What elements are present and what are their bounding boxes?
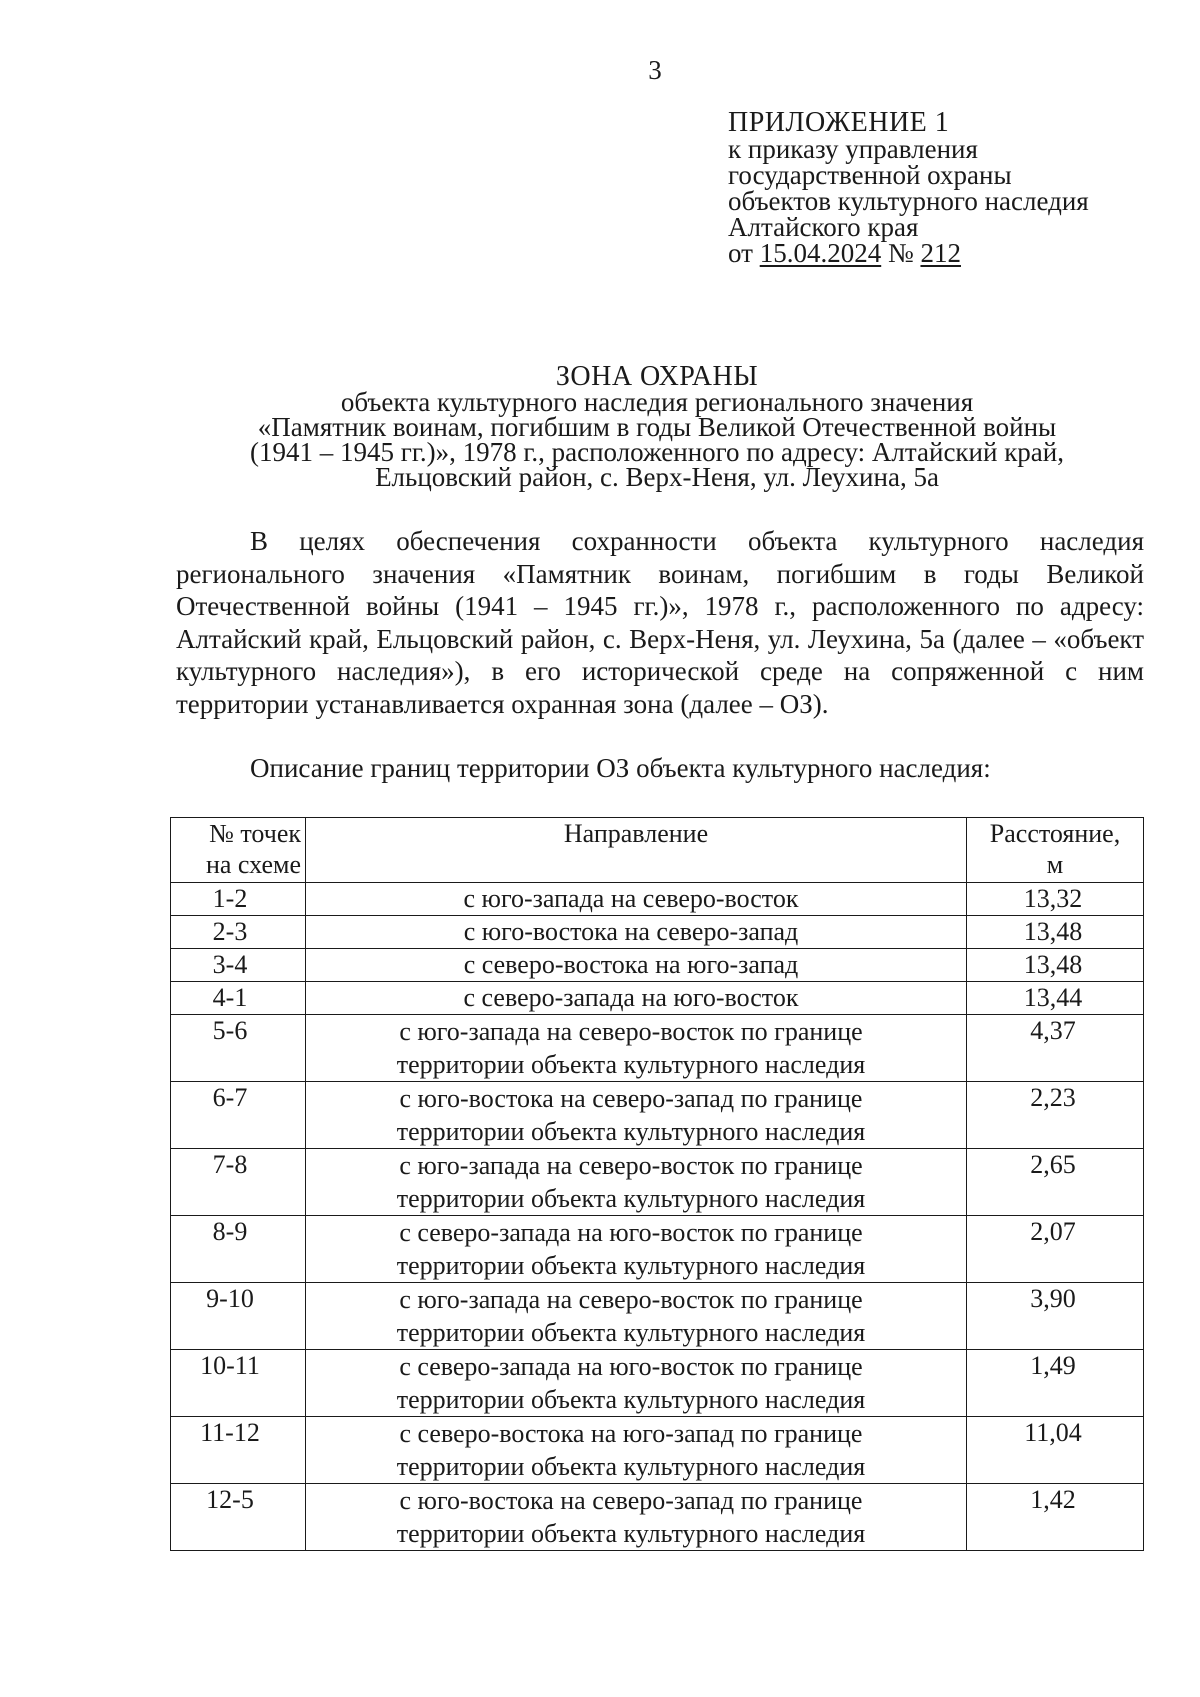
zone-title-line: объекта культурного наследия регионального значения <box>340 387 974 417</box>
appendix-number-prefix: № <box>887 238 914 268</box>
cell-distance: 11,04 <box>967 1417 1144 1484</box>
cell-direction-line2: территории объекта культурного наследия <box>396 1452 866 1481</box>
table-caption: Описание границ территории ОЗ объекта культурного наследия: <box>250 753 991 783</box>
cell-direction <box>306 1484 967 1551</box>
table-row <box>171 1015 1144 1082</box>
cell-direction-line2: территории объекта культурного наследия <box>396 1318 866 1347</box>
cell-points: 12-5 <box>171 1484 306 1551</box>
cell-points: 3-4 <box>171 949 306 982</box>
cell-direction-line2: территории объекта культурного наследия <box>396 1385 866 1414</box>
table-row <box>171 1283 1144 1350</box>
cell-direction: с северо-востока на юго-запад <box>306 949 967 982</box>
boundary-table <box>170 817 1144 1551</box>
zone-title-block <box>172 361 1142 492</box>
cell-points: 7-8 <box>171 1149 306 1216</box>
page-number: 3 <box>648 55 662 85</box>
zone-title-line: (1941 – 1945 гг.)», 1978 г., расположенного по адресу: Алтайский край, <box>250 437 1064 467</box>
header-distance <box>967 818 1144 883</box>
cell-points: 2-3 <box>171 916 306 949</box>
zone-title: ЗОНА ОХРАНЫ <box>555 361 759 392</box>
cell-points: 9-10 <box>171 1283 306 1350</box>
appendix-line: к приказу управления <box>728 134 978 164</box>
appendix-date-prefix: от <box>728 238 753 268</box>
cell-direction-line1: с юго-востока на северо-запад по границе <box>399 1486 863 1515</box>
cell-distance: 4,37 <box>967 1015 1144 1082</box>
cell-direction: с юго-востока на северо-запад <box>306 916 967 949</box>
table-row <box>171 1484 1144 1551</box>
header-points-line1: № точек <box>209 819 301 848</box>
appendix-line: объектов культурного наследия <box>728 186 1089 216</box>
intro-paragraph: В целях обеспечения сохранности объекта культурного наследия регионального значения «Памятник воинам, погибшим в годы Великой Отечественной войны (1941 – 1945 гг.)», 1978 г., расположенного по адресу: Алтайский край, Ельцовский район, с. Верх-Неня, ул. Леухина, 5а (далее – «объект культурного наследия»), в его исторической среде на сопряженной с ним территории устанавливается охранная зона (далее – ОЗ). <box>176 526 1144 719</box>
table-row <box>171 883 1144 916</box>
table-header-row <box>171 818 1144 883</box>
cell-points: 4-1 <box>171 982 306 1015</box>
cell-distance: 1,42 <box>967 1484 1144 1551</box>
table-row <box>171 1417 1144 1484</box>
header-direction: Направление <box>306 818 967 883</box>
cell-points: 6-7 <box>171 1082 306 1149</box>
cell-distance: 13,48 <box>967 916 1144 949</box>
table-row <box>171 1149 1144 1216</box>
cell-direction <box>306 1015 967 1082</box>
cell-direction-line2: территории объекта культурного наследия <box>396 1117 866 1146</box>
cell-points: 1-2 <box>171 883 306 916</box>
cell-direction-line1: с юго-запада на северо-восток по границе <box>399 1151 863 1180</box>
cell-direction <box>306 1149 967 1216</box>
zone-title-line: Ельцовский район, с. Верх-Неня, ул. Леухина, 5а <box>375 462 939 492</box>
cell-direction-line2: территории объекта культурного наследия <box>396 1251 866 1280</box>
appendix-block <box>728 107 1148 268</box>
cell-direction <box>306 1283 967 1350</box>
cell-points: 5-6 <box>171 1015 306 1082</box>
cell-direction-line2: территории объекта культурного наследия <box>396 1519 866 1548</box>
table-row <box>171 916 1144 949</box>
appendix-title: ПРИЛОЖЕНИЕ 1 <box>728 107 950 138</box>
appendix-date: 15.04.2024 <box>759 238 882 268</box>
cell-distance: 3,90 <box>967 1283 1144 1350</box>
cell-direction <box>306 1350 967 1417</box>
cell-direction-line1: с юго-запада на северо-восток по границе <box>399 1017 863 1046</box>
header-points <box>171 818 306 883</box>
cell-distance: 13,32 <box>967 883 1144 916</box>
appendix-line: Алтайского края <box>728 212 919 242</box>
header-points-line2: на схеме <box>205 850 301 879</box>
cell-points: 11-12 <box>171 1417 306 1484</box>
cell-points: 8-9 <box>171 1216 306 1283</box>
table-row <box>171 1350 1144 1417</box>
cell-distance: 2,23 <box>967 1082 1144 1149</box>
header-distance-line2: м <box>1046 850 1064 879</box>
cell-distance: 2,07 <box>967 1216 1144 1283</box>
table-row <box>171 982 1144 1015</box>
cell-direction-line2: территории объекта культурного наследия <box>396 1184 866 1213</box>
cell-direction-line1: с юго-запада на северо-восток по границе <box>399 1285 863 1314</box>
cell-direction-line1: с северо-запада на юго-восток по границе <box>399 1352 863 1381</box>
appendix-line: государственной охраны <box>728 160 1012 190</box>
table-row <box>171 949 1144 982</box>
cell-direction <box>306 1082 967 1149</box>
cell-direction: с северо-запада на юго-восток <box>306 982 967 1015</box>
cell-distance: 2,65 <box>967 1149 1144 1216</box>
cell-direction <box>306 1417 967 1484</box>
appendix-number: 212 <box>920 238 961 268</box>
header-distance-line1: Расстояние, <box>989 819 1121 848</box>
cell-direction-line1: с северо-запада на юго-восток по границе <box>399 1218 863 1247</box>
cell-distance: 1,49 <box>967 1350 1144 1417</box>
cell-points: 10-11 <box>171 1350 306 1417</box>
cell-direction: с юго-запада на северо-восток <box>306 883 967 916</box>
cell-direction-line1: с юго-востока на северо-запад по границе <box>399 1084 863 1113</box>
table-row <box>171 1216 1144 1283</box>
cell-direction-line1: с северо-востока на юго-запад по границе <box>399 1419 863 1448</box>
cell-distance: 13,44 <box>967 982 1144 1015</box>
cell-distance: 13,48 <box>967 949 1144 982</box>
zone-title-line: «Памятник воинам, погибшим в годы Великой Отечественной войны <box>257 412 1057 442</box>
table-row <box>171 1082 1144 1149</box>
cell-direction <box>306 1216 967 1283</box>
cell-direction-line2: территории объекта культурного наследия <box>396 1050 866 1079</box>
